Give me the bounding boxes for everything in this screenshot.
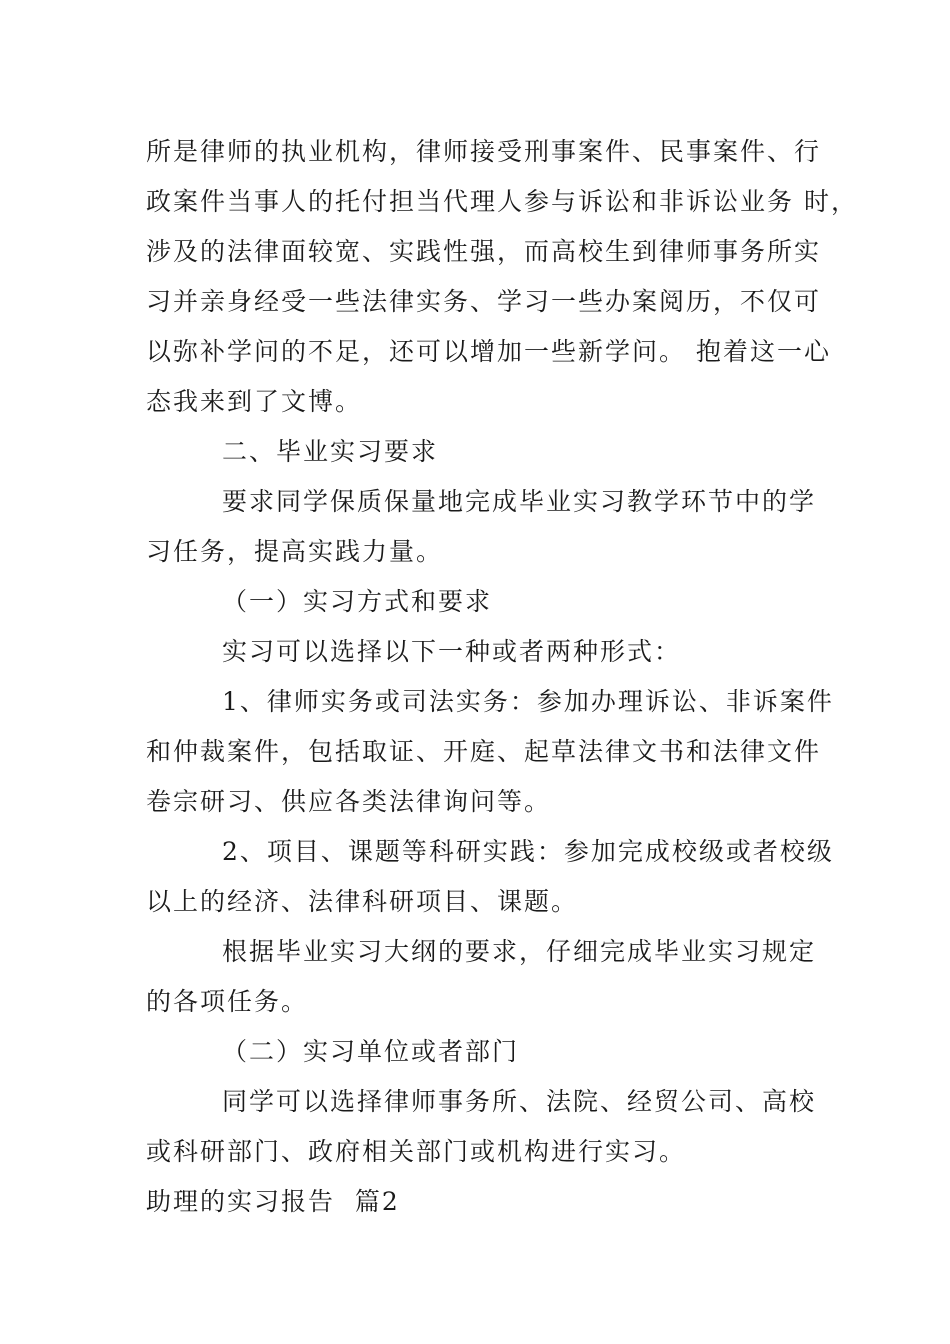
body-text-line: 同学可以选择律师事务所、法院、经贸公司、高校 [222, 1087, 817, 1116]
body-text-line: 要求同学保质保量地完成毕业实习教学环节中的学 [222, 487, 817, 516]
section-heading: 二、毕业实习要求 [222, 437, 439, 466]
body-text-line: 根据毕业实习大纲的要求，仔细完成毕业实习规定 [222, 937, 817, 966]
body-text-line: 以弥补学问的不足，还可以增加一些新学问。 抱着这一心 [146, 337, 831, 366]
body-text-line: 的各项任务。 [146, 987, 309, 1016]
body-text-line: 所是律师的执业机构，律师接受刑事案件、民事案件、行 [146, 137, 822, 166]
body-text-line: 习并亲身经受一些法律实务、学习一些办案阅历，不仅可 [146, 287, 822, 316]
list-item-text: 1、律师实务或司法实务：参加办理诉讼、非诉案件 [222, 687, 834, 716]
body-text-line: 态我来到了文博。 [146, 387, 363, 416]
body-text-line: 和仲裁案件，包括取证、开庭、起草法律文书和法律文件 [146, 737, 822, 766]
body-text-line: 卷宗研习、供应各类法律询问等。 [146, 787, 552, 816]
subsection-heading: （二）实习单位或者部门 [222, 1037, 520, 1066]
body-text-line: 政案件当事人的托付担当代理人参与诉讼和非诉讼业务 时， [146, 187, 858, 216]
report-heading: 助理的实习报告 篇2 [146, 1187, 400, 1216]
body-text-line: 或科研部门、政府相关部门或机构进行实习。 [146, 1137, 687, 1166]
body-text-line: 实习可以选择以下一种或者两种形式： [222, 637, 682, 666]
body-text-line: 涉及的法律面较宽、实践性强，而高校生到律师事务所实 [146, 237, 822, 266]
subsection-heading: （一）实习方式和要求 [222, 587, 493, 616]
list-item-text: 2、项目、课题等科研实践：参加完成校级或者校级 [222, 837, 834, 866]
body-text-line: 以上的经济、法律科研项目、课题。 [146, 887, 579, 916]
body-text-line: 习任务，提高实践力量。 [146, 537, 444, 566]
